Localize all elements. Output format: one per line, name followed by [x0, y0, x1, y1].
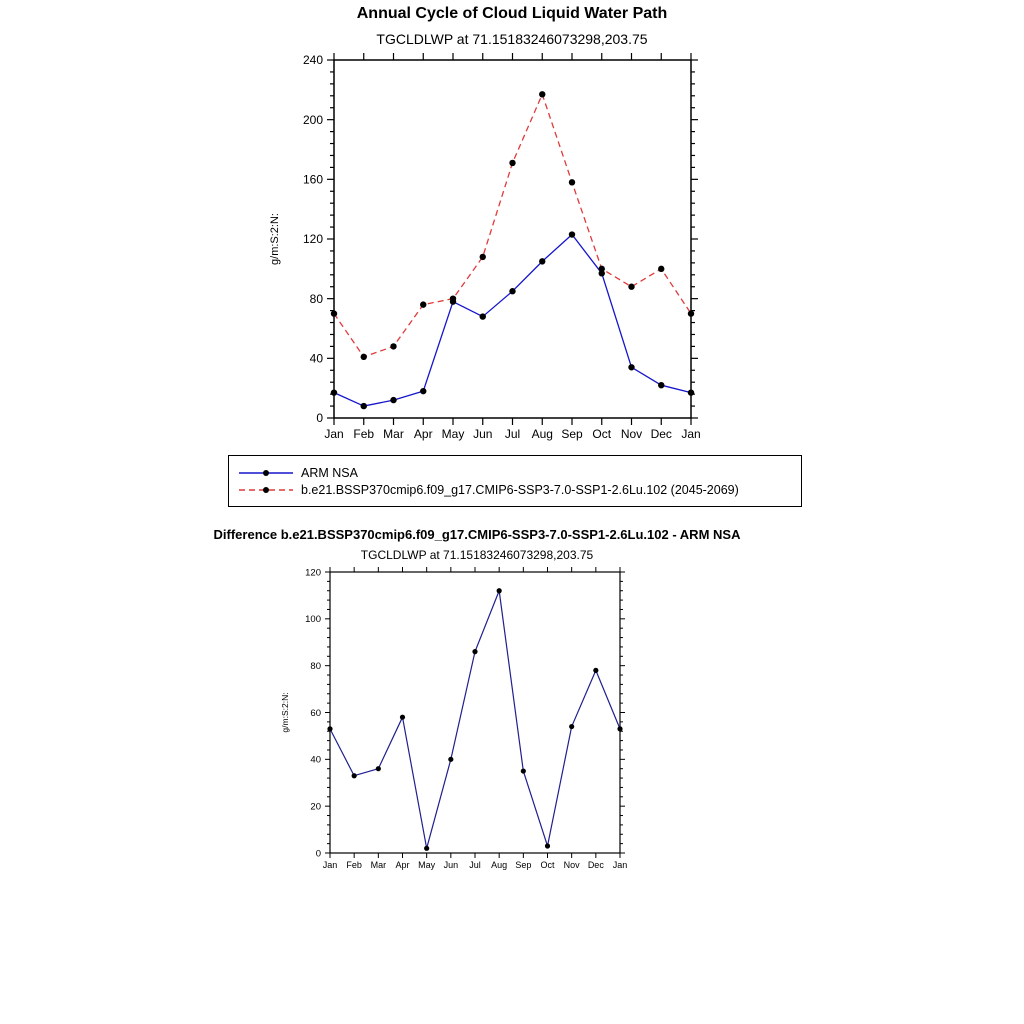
legend-sample-solid	[237, 467, 295, 479]
x-tick-label: May	[418, 860, 436, 870]
x-tick-label: Sep	[561, 427, 583, 441]
data-point	[658, 382, 664, 388]
data-point	[480, 313, 486, 319]
y-axis-label: g/m:S:2:N:	[269, 213, 281, 265]
data-point	[361, 403, 367, 409]
data-point	[539, 258, 545, 264]
data-point	[352, 773, 357, 778]
x-tick-label: Jan	[322, 860, 338, 870]
data-point	[400, 715, 405, 720]
data-point-markers	[331, 91, 694, 360]
top-chart-subtitle: TGCLDLWP at 71.15183246073298,203.75	[376, 31, 648, 47]
data-point	[509, 288, 515, 294]
x-tick-label: Jul	[469, 860, 481, 870]
y-tick-label: 120	[302, 232, 323, 247]
data-point	[390, 397, 396, 403]
x-tick-label: Nov	[563, 860, 580, 870]
data-point	[545, 843, 550, 848]
y-tick-label: 40	[309, 351, 323, 366]
data-point	[521, 768, 526, 773]
data-point	[569, 231, 575, 237]
data-point	[509, 160, 515, 166]
data-point	[390, 343, 396, 349]
x-tick-label: Feb	[353, 427, 375, 441]
legend-label-model-run: b.e21.BSSP370cmip6.f09_g17.CMIP6-SSP3-7.0-SSP1-2.6Lu.102 (2045-2069)	[301, 482, 739, 497]
data-point	[658, 266, 664, 272]
x-tick-label: Apr	[413, 427, 433, 441]
legend-item-model-run	[237, 483, 793, 497]
x-tick-label: Apr	[395, 860, 410, 870]
series-line	[334, 94, 691, 357]
x-tick-label: Feb	[346, 860, 362, 870]
bottom-chart-subtitle: TGCLDLWP at 71.15183246073298,203.75	[360, 548, 594, 562]
data-point	[497, 588, 502, 593]
y-tick-label: 80	[309, 291, 323, 306]
x-tick-label: May	[441, 427, 465, 441]
data-point	[424, 846, 429, 851]
data-point	[593, 668, 598, 673]
data-point	[569, 179, 575, 185]
x-tick-label: Jun	[473, 427, 493, 441]
data-point	[376, 766, 381, 771]
y-tick-label: 80	[310, 660, 321, 672]
y-tick-label: 240	[302, 53, 323, 68]
data-point	[361, 354, 367, 360]
data-point	[472, 649, 477, 654]
y-axis-label: g/m:S:2:N:	[280, 692, 290, 733]
data-point	[331, 389, 337, 395]
y-tick-label: 100	[305, 614, 321, 626]
data-point	[688, 389, 694, 395]
x-tick-label: Jan	[324, 427, 344, 441]
top-chart-canvas	[226, 48, 806, 446]
bottom-chart-canvas	[245, 560, 705, 880]
axis-tick-labels	[305, 567, 627, 870]
legend-item-arm-nsa	[237, 466, 793, 480]
data-point	[617, 726, 622, 731]
axis-frame	[330, 572, 620, 853]
x-tick-label: Aug	[531, 427, 553, 441]
x-tick-label: Jan	[681, 427, 701, 441]
x-tick-label: Aug	[491, 860, 508, 870]
x-tick-label: Mar	[383, 427, 404, 441]
axis-frame	[334, 60, 691, 418]
legend	[228, 455, 802, 507]
y-tick-label: 0	[315, 848, 321, 860]
x-tick-label: Nov	[620, 427, 643, 441]
data-point	[420, 301, 426, 307]
x-tick-label: Dec	[650, 427, 672, 441]
data-point	[448, 757, 453, 762]
series-line	[334, 235, 691, 407]
axis-tick-labels	[303, 53, 701, 441]
y-tick-label: 160	[302, 172, 323, 187]
x-tick-label: Oct	[540, 860, 555, 870]
y-tick-label: 120	[305, 567, 321, 579]
data-point	[450, 295, 456, 301]
y-tick-label: 200	[302, 112, 323, 127]
bottom-chart-title: Difference b.e21.BSSP370cmip6.f09_g17.CMIP6-SSP3-7.0-SSP1-2.6Lu.102 - ARM NSA	[213, 527, 741, 542]
data-point	[688, 310, 694, 316]
data-point-markers	[327, 588, 622, 851]
x-tick-label: Jul	[504, 427, 521, 441]
data-point	[331, 310, 337, 316]
series-line	[330, 591, 620, 849]
top-chart-title: Annual Cycle of Cloud Liquid Water Path	[356, 5, 668, 22]
data-point	[628, 284, 634, 290]
data-point	[480, 254, 486, 260]
x-tick-label: Mar	[370, 860, 387, 870]
x-tick-label: Sep	[515, 860, 532, 870]
axis-ticks	[325, 567, 625, 858]
axis-ticks	[327, 53, 698, 425]
x-tick-label: Jan	[612, 860, 628, 870]
data-point	[569, 724, 574, 729]
legend-label-arm-nsa: ARM NSA	[301, 465, 358, 480]
x-tick-label: Jun	[443, 860, 459, 870]
data-point	[539, 91, 545, 97]
data-point	[628, 364, 634, 370]
y-tick-label: 20	[310, 801, 321, 813]
legend-marker-dot	[263, 470, 269, 476]
data-point-markers	[331, 231, 694, 409]
data-point	[327, 726, 332, 731]
x-tick-label: Oct	[592, 427, 612, 441]
x-tick-label: Dec	[587, 860, 604, 870]
y-tick-label: 0	[316, 411, 323, 426]
data-point	[420, 388, 426, 394]
y-tick-label: 60	[310, 707, 321, 719]
data-point	[599, 266, 605, 272]
y-tick-label: 40	[310, 754, 321, 766]
legend-sample-dashed	[237, 484, 295, 496]
legend-marker-dot	[263, 487, 269, 493]
